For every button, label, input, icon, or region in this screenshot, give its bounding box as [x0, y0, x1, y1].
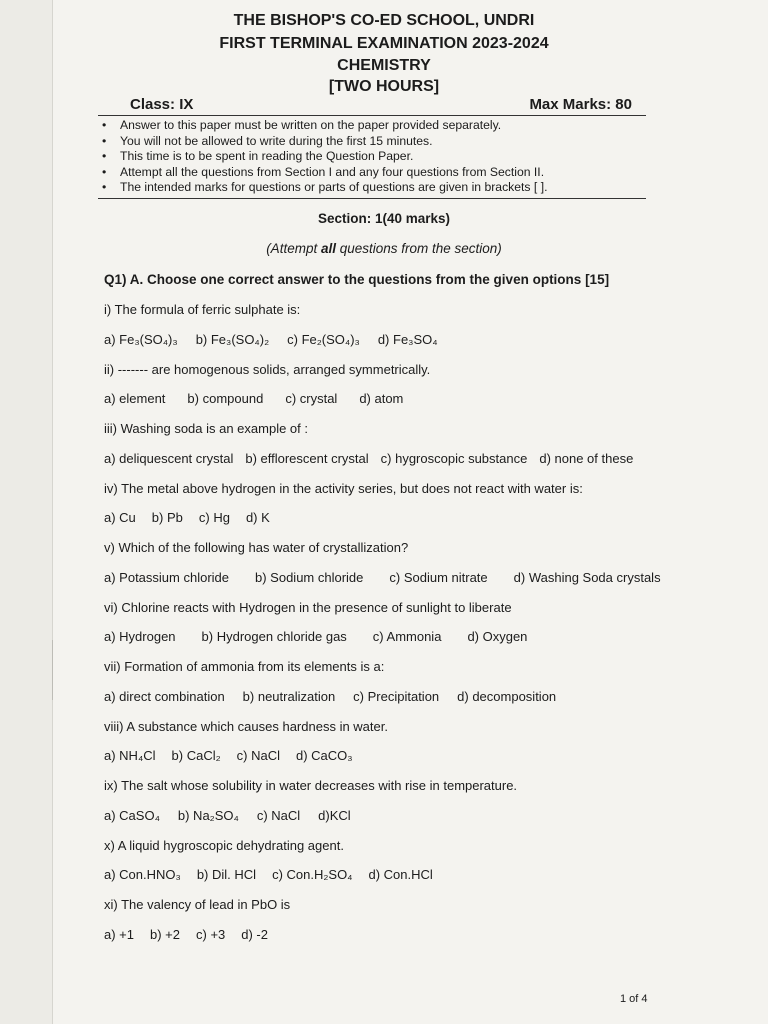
option-b: b) Hydrogen chloride gas [201, 629, 347, 645]
option-b: b) Sodium chloride [255, 569, 364, 585]
divider-top [98, 115, 646, 116]
option-b: b) Pb [151, 510, 183, 526]
question-text: x) A liquid hygroscopic dehydrating agent. [104, 837, 344, 853]
option-row [104, 927, 268, 942]
option-b: b) +2 [150, 926, 180, 942]
margin-rule [52, 640, 53, 700]
question-text: ix) The salt whose solubility in water decreases with rise in temperature. [104, 778, 518, 793]
question-text: vii) Formation of ammonia from its elements is a: [104, 659, 385, 674]
question-text: i) The formula of ferric sulphate is: [104, 302, 301, 317]
subject-title: CHEMISTRY [337, 57, 431, 74]
option-row [104, 689, 556, 704]
option-b: b) compound [187, 391, 264, 407]
instruction-item: • You will not be allowed to write during the first 15 minutes. [100, 134, 648, 150]
option-row [104, 332, 438, 347]
option-row [104, 808, 351, 823]
option-d: d) none of these [539, 450, 634, 466]
option-c: c) Precipitation [353, 688, 440, 704]
option-d: d) Oxygen [467, 629, 528, 645]
max-marks-label: Max Marks: 80 [529, 96, 632, 113]
option-d: d) decomposition [457, 688, 557, 704]
option-c: c) Con.H₂SO₄ [272, 867, 353, 883]
question-text: iii) Washing soda is an example of : [104, 421, 309, 436]
instruction-item: • Answer to this paper must be written on the paper provided separately. [100, 118, 648, 134]
option-d: d) CaCO₃ [296, 748, 353, 764]
option-c: c) NaCl [236, 748, 280, 764]
section-title: Section: 1(40 marks) [317, 211, 451, 226]
option-b: b) Na₂SO₄ [177, 807, 239, 823]
option-a: a) Con.HNO₃ [104, 867, 181, 883]
option-c: c) Hg [198, 510, 230, 526]
question-1-heading: Q1) A. Choose one correct answer to the questions from the given options [15] [104, 272, 610, 287]
option-row [104, 629, 527, 644]
instruction-item: • The intended marks for questions or parts of questions are given in brackets [ ]. [100, 180, 648, 196]
divider-bottom [98, 198, 646, 199]
option-b: b) neutralization [242, 688, 336, 704]
page-number: 1 of 4 [620, 993, 648, 1005]
duration-label: [TWO HOURS] [328, 78, 440, 95]
school-name: THE BISHOP'S CO-ED SCHOOL, UNDRI [233, 12, 535, 29]
option-row [104, 570, 661, 585]
option-a: a) Cu [104, 510, 136, 526]
option-b: b) CaCl₂ [171, 748, 221, 764]
class-label: Class: IX [130, 96, 194, 113]
instruction-item: • This time is to be spent in reading the Question Paper. [100, 149, 648, 165]
option-a: a) Potassium chloride [104, 569, 229, 585]
option-row [104, 391, 403, 406]
question-text: v) Which of the following has water of crystallization? [104, 540, 409, 555]
option-a: a) CaSO₄ [104, 807, 160, 823]
question-text: xi) The valency of lead in PbO is [104, 897, 291, 912]
question-text: viii) A substance which causes hardness in water. [104, 718, 388, 734]
option-d: d) atom [359, 391, 404, 407]
question-text: vi) Chlorine reacts with Hydrogen in the presence of sunlight to liberate [104, 599, 512, 615]
option-c: c) hygroscopic substance [380, 450, 528, 466]
option-b: b) efflorescent crystal [245, 450, 369, 466]
option-a: a) Fe₃(SO₄)₃ [104, 331, 178, 347]
option-c: c) Fe₂(SO₄)₃ [287, 331, 360, 347]
option-a: a) +1 [104, 926, 134, 942]
option-d: d) -2 [241, 926, 268, 942]
option-c: c) +3 [196, 926, 226, 942]
option-row [104, 451, 633, 466]
option-d: d)KCl [318, 807, 351, 823]
option-row [104, 867, 433, 882]
option-c: c) NaCl [256, 807, 301, 823]
option-a: a) deliquescent crystal [104, 450, 234, 466]
option-b: b) Fe₃(SO₄)₂ [195, 331, 270, 347]
option-d: d) Con.HCl [368, 867, 433, 883]
instructions-list [100, 118, 648, 196]
option-c: c) crystal [285, 391, 338, 407]
option-b: b) Dil. HCl [196, 867, 257, 883]
question-text: iv) The metal above hydrogen in the activity series, but does not react with water is: [104, 480, 583, 496]
option-a: a) direct combination [104, 688, 225, 704]
option-row [104, 510, 270, 525]
option-a: a) Hydrogen [104, 629, 176, 645]
option-a: a) element [104, 391, 166, 407]
instruction-item: • Attempt all the questions from Section I and any four questions from Section II. [100, 165, 648, 181]
option-d: d) K [245, 510, 270, 526]
option-c: c) Sodium nitrate [389, 569, 488, 585]
option-c: c) Ammonia [372, 629, 442, 645]
option-d: d) Fe₃SO₄ [377, 331, 438, 347]
option-row [104, 748, 353, 763]
exam-title: FIRST TERMINAL EXAMINATION 2023-2024 [219, 35, 549, 52]
question-text: ii) ------- are homogenous solids, arranged symmetrically. [104, 361, 431, 377]
option-d: d) Washing Soda crystals [513, 569, 661, 585]
section-instruction: (Attempt all questions from the section) [266, 241, 502, 256]
option-a: a) NH₄Cl [104, 748, 156, 764]
